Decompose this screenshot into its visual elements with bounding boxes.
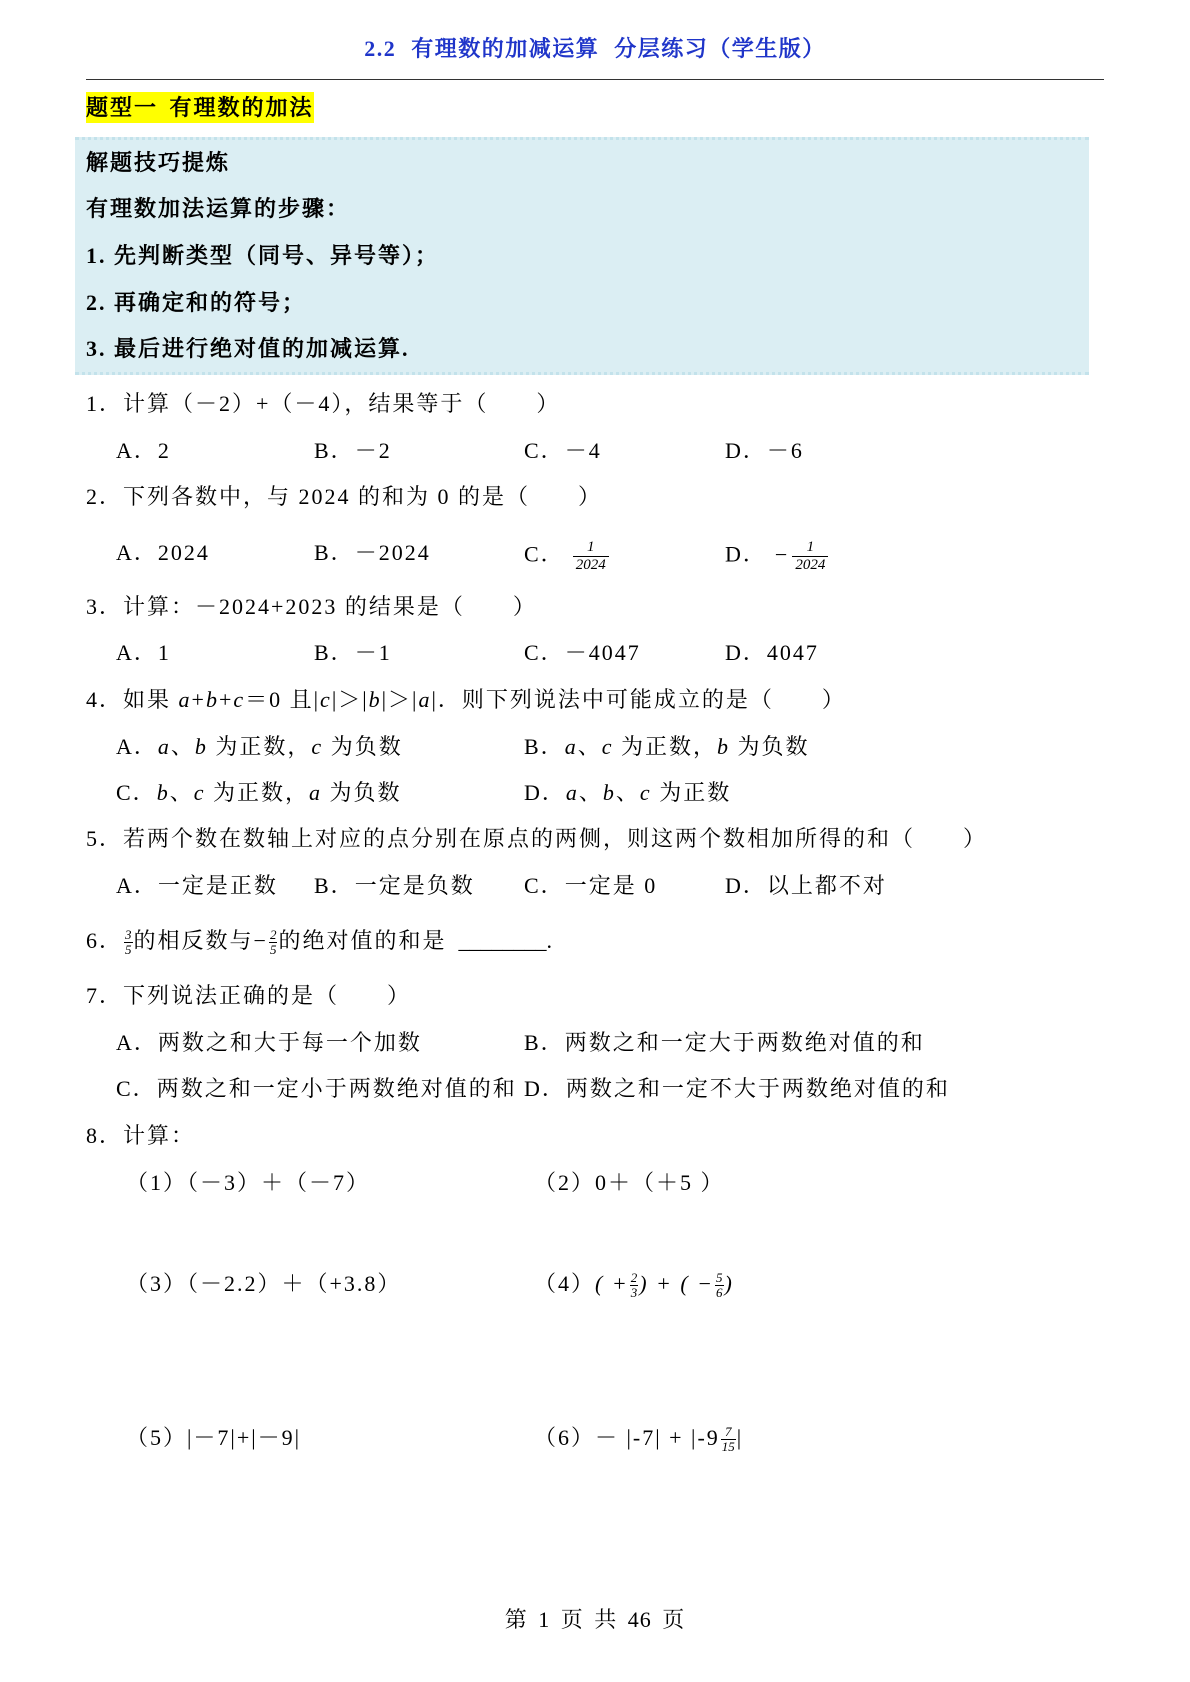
variable: a [564, 734, 578, 759]
option-text: 4047 [766, 640, 819, 665]
option-text: 两数之和大于每一个加数 [157, 1030, 422, 1055]
q2-option-b [314, 539, 431, 567]
option-text: 一定是正数 [157, 873, 278, 898]
option-text: 、 [577, 734, 602, 759]
minus-sign: − [774, 541, 790, 567]
item-label: （1） [126, 1170, 188, 1195]
q4-option-d [524, 779, 731, 807]
stem-text: |＞| [381, 687, 419, 712]
q3-option-a [116, 639, 171, 667]
variable: a [418, 687, 432, 712]
fraction [721, 1425, 736, 1454]
variable: c [601, 734, 614, 759]
option-label: C． [524, 873, 565, 898]
q7-option-b [524, 1029, 925, 1057]
option-label: B． [314, 540, 355, 565]
variable: b [205, 687, 219, 712]
fraction [630, 1271, 639, 1300]
item-label: （4） [534, 1271, 596, 1296]
question-stem: 计算：－2024+2023 的结果是（ ） [123, 594, 537, 619]
stem-text: + [218, 687, 234, 712]
q8-item-1 [126, 1169, 370, 1197]
variable: a [157, 734, 171, 759]
q3-option-b [314, 639, 392, 667]
expression-part: ) [724, 1271, 734, 1296]
expression-part: － |-7| + |-9 [595, 1425, 720, 1450]
option-label: D． [725, 438, 767, 463]
item-expression: 0＋（＋5 ） [595, 1170, 725, 1195]
variable: b [194, 734, 208, 759]
option-label: D． [524, 1076, 566, 1101]
option-label: B． [524, 734, 565, 759]
expression-part: | [736, 1425, 744, 1450]
q2-option-a [116, 539, 210, 567]
fraction [573, 539, 609, 574]
fraction-denominator: 6 [716, 1285, 723, 1301]
page-title: 2.2 有理数的加减运算 分层练习（学生版） [364, 36, 826, 61]
option-label: B． [314, 438, 355, 463]
option-label: D． [524, 780, 566, 805]
option-text: 、 [170, 734, 195, 759]
option-text: 、 [578, 780, 603, 805]
q8-item-5 [126, 1424, 301, 1452]
fraction-denominator: 2024 [575, 557, 606, 573]
option-label: B． [524, 1030, 565, 1055]
fraction [792, 539, 828, 574]
option-text: 为正数， [205, 780, 309, 805]
variable: b [716, 734, 730, 759]
item-expression: |－7|+|－9| [187, 1425, 302, 1450]
fraction [715, 1271, 724, 1300]
fraction-numerator: 3 [125, 927, 132, 943]
option-text: 为负数 [321, 780, 402, 805]
q5-option-c [524, 872, 657, 900]
question-number: 7． [86, 983, 124, 1008]
minus-sign: − [253, 928, 268, 953]
fraction-denominator: 2024 [795, 557, 826, 573]
tips-heading: 解题技巧提炼 [86, 150, 231, 175]
answer-blank: ________ [458, 928, 547, 953]
option-label: D． [725, 640, 767, 665]
variable: a [308, 780, 322, 805]
item-label: （2） [534, 1170, 596, 1195]
option-text: －2024 [354, 540, 431, 565]
item-label: （5） [126, 1425, 188, 1450]
question-8 [86, 1122, 195, 1150]
stem-text: ＝0 且| [245, 687, 321, 712]
fraction-denominator: 15 [721, 1439, 735, 1455]
option-text: 、 [615, 780, 640, 805]
option-label: C． [524, 541, 565, 567]
q8-item-4 [534, 1270, 734, 1300]
fraction-numerator: 7 [721, 1425, 736, 1440]
option-label: A． [116, 540, 158, 565]
tips-step-2: 2. 再确定和的符号； [86, 290, 307, 315]
question-number: 5． [86, 826, 124, 851]
option-text: 两数之和一定不大于两数绝对值的和 [565, 1076, 950, 1101]
stem-text: 如果 [123, 687, 179, 712]
option-text: －2 [354, 438, 392, 463]
question-4 [86, 686, 846, 714]
q8-item-3 [126, 1270, 401, 1298]
q3-option-c [524, 639, 641, 667]
option-text: －4047 [564, 640, 641, 665]
option-label: B． [314, 873, 355, 898]
option-text: 两数之和一定大于两数绝对值的和 [564, 1030, 925, 1055]
option-text: 两数之和一定小于两数绝对值的和 [156, 1076, 517, 1101]
option-label: A． [116, 873, 158, 898]
item-label: （3） [126, 1271, 188, 1296]
variable: c [193, 780, 206, 805]
option-text: 为负数 [729, 734, 810, 759]
option-text: 一定是 0 [564, 873, 658, 898]
question-6 [86, 927, 554, 957]
item-expression: （－2.2）＋（+3.8） [187, 1271, 402, 1296]
question-stem: 若两个数在数轴上对应的点分别在原点的两侧，则这两个数相加所得的和（ ） [123, 826, 988, 851]
question-number: 1． [86, 391, 124, 416]
q7-option-a [116, 1029, 422, 1057]
q8-item-6 [534, 1424, 743, 1454]
fraction-numerator: 1 [792, 539, 828, 557]
q1-option-c [524, 437, 602, 465]
question-2 [86, 483, 602, 511]
question-1 [86, 390, 560, 418]
q7-option-c [116, 1075, 517, 1103]
option-label: C． [524, 640, 565, 665]
tips-subheading: 有理数加法运算的步骤： [86, 196, 351, 221]
q5-option-a [116, 872, 278, 900]
variable: b [368, 687, 382, 712]
option-text: 为正数， [613, 734, 717, 759]
option-text: 、 [169, 780, 194, 805]
option-label: A． [116, 1030, 158, 1055]
q1-option-a [116, 437, 171, 465]
fraction-numerator: 2 [630, 1270, 638, 1286]
option-text: －4 [564, 438, 602, 463]
option-label: A． [116, 734, 158, 759]
fraction-denominator: 5 [269, 942, 277, 958]
option-label: B． [314, 640, 355, 665]
q2-option-c [524, 539, 612, 574]
option-label: C． [116, 1076, 157, 1101]
question-number: 4． [86, 687, 124, 712]
option-label: A． [116, 438, 158, 463]
option-text: 以上都不对 [766, 873, 887, 898]
tips-step-3: 3. 最后进行绝对值的加减运算. [86, 336, 410, 361]
fraction [269, 928, 278, 957]
variable: b [602, 780, 616, 805]
variable: a [565, 780, 579, 805]
option-text: －1 [354, 640, 392, 665]
stem-text: + [191, 687, 206, 712]
option-text: 为正数， [207, 734, 312, 759]
q2-option-d [725, 539, 831, 574]
question-number: 2． [86, 484, 124, 509]
question-stem: 计算： [123, 1123, 196, 1148]
option-label: D． [725, 873, 767, 898]
variable: b [156, 780, 170, 805]
expression-part: ) + ( − [639, 1271, 715, 1296]
variable: c [320, 687, 332, 712]
expression-part: ( + [595, 1271, 629, 1296]
q8-item-2 [534, 1169, 725, 1197]
question-number: 8． [86, 1123, 124, 1148]
q3-option-d [725, 639, 819, 667]
option-label: C． [524, 438, 565, 463]
stem-end: . [546, 928, 554, 953]
q1-option-b [314, 437, 392, 465]
item-expression: （－3）＋（－7） [187, 1170, 371, 1195]
question-3 [86, 593, 537, 621]
page-number: 第 1 页 共 46 页 [504, 1607, 686, 1632]
variable: c [311, 734, 324, 759]
question-number: 3． [86, 594, 124, 619]
q1-option-d [725, 437, 804, 465]
q5-option-b [314, 872, 475, 900]
fraction-denominator: 5 [125, 942, 132, 958]
variable: c [233, 687, 246, 712]
option-label: A． [116, 640, 158, 665]
question-stem: 计算（－2）+（－4），结果等于（ ） [123, 391, 561, 416]
question-number: 6． [86, 928, 124, 953]
option-label: C． [116, 780, 157, 805]
section-heading: 题型一 有理数的加法 [86, 92, 314, 123]
option-label: D． [725, 541, 767, 567]
stem-text: |．则下列说法中可能成立的是（ ） [431, 687, 846, 712]
option-text: 一定是负数 [354, 873, 475, 898]
question-stem: 下列各数中，与 2024 的和为 0 的是（ ） [123, 484, 603, 509]
fraction [124, 928, 133, 957]
fraction-denominator: 3 [630, 1285, 638, 1301]
tips-step-1: 1. 先判断类型（同号、异号等）； [86, 243, 440, 268]
fraction-numerator: 5 [716, 1270, 723, 1286]
variable: a [178, 687, 192, 712]
q5-option-d [725, 872, 887, 900]
fraction-numerator: 1 [573, 539, 609, 557]
stem-text: 的绝对值的和是 [278, 928, 447, 953]
q4-option-b [524, 733, 810, 761]
q7-option-d [524, 1075, 950, 1103]
stem-text: |＞| [331, 687, 369, 712]
stem-text: 的相反数与 [133, 928, 254, 953]
option-text: 2024 [157, 540, 210, 565]
item-label: （6） [534, 1425, 596, 1450]
q4-option-a [116, 733, 403, 761]
option-text: 为正数 [651, 780, 732, 805]
question-stem: 下列说法正确的是（ ） [123, 983, 412, 1008]
variable: c [639, 780, 652, 805]
question-5 [86, 825, 987, 853]
option-text: 为负数 [323, 734, 403, 759]
option-text: 2 [157, 438, 171, 463]
q4-option-c [116, 779, 402, 807]
option-text: 1 [157, 640, 171, 665]
fraction-numerator: 2 [269, 927, 277, 943]
option-text: －6 [766, 438, 804, 463]
question-7 [86, 982, 411, 1010]
title-divider [86, 79, 1104, 80]
